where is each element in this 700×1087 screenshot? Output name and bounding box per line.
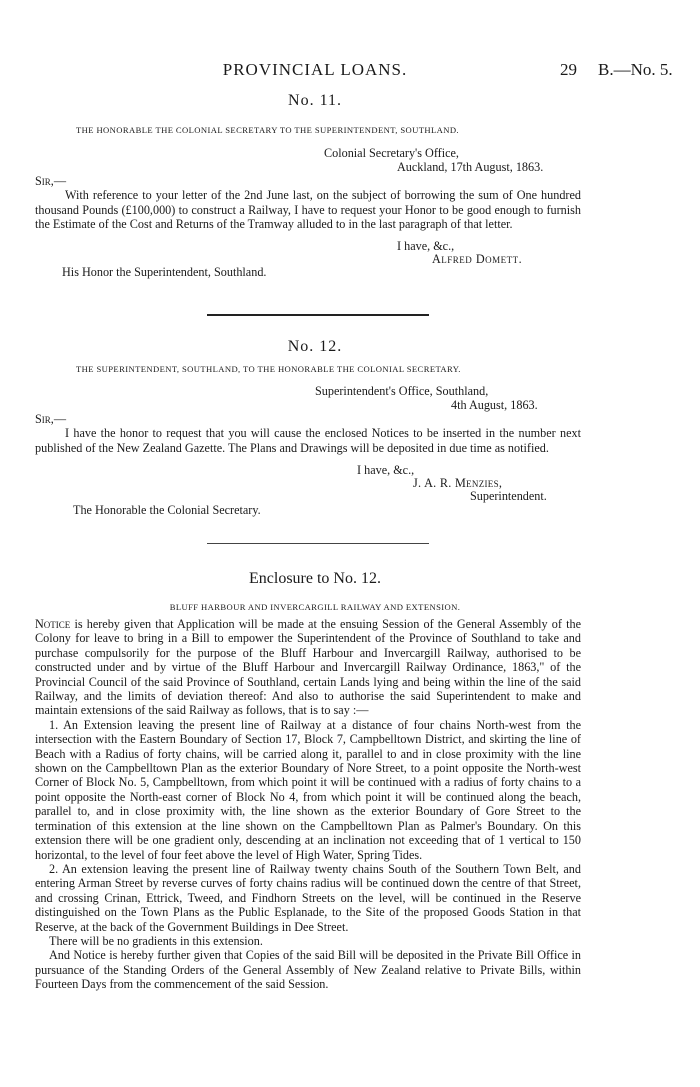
letter-11-place-date: Auckland, 17th August, 1863.	[397, 160, 544, 174]
letter-12-closing: I have, &c.,	[357, 463, 415, 477]
page-number: 29	[560, 60, 577, 79]
letter-11-salutation: Sir,—	[35, 174, 67, 188]
document-reference: B.—No. 5.	[598, 60, 673, 79]
section-divider-thin	[207, 543, 429, 544]
letter-11-route: THE HONORABLE THE COLONIAL SECRETARY TO THE SUPERINTENDENT, SOUTHLAND.	[76, 125, 459, 135]
letter-12-route: THE SUPERINTENDENT, SOUTHLAND, TO THE HONORABLE THE COLONIAL SECRETARY.	[76, 364, 461, 374]
letter-12-signature: J. A. R. Menzies,	[413, 476, 503, 490]
letter-12-salutation: Sir,—	[35, 412, 67, 426]
letter-12-addressee: The Honorable the Colonial Secretary.	[73, 503, 261, 517]
letter-12-body	[35, 426, 581, 455]
further-notice-paragraph: And Notice is hereby further given that Copies of the said Bill will be deposited in the Private Bill Office in pursuance of the Standing Orders of the General Assembly of New Zealand relative to Private Bills, within Fourteen Days from the commencement of the said Session.	[35, 948, 581, 992]
running-title: PROVINCIAL LOANS.	[222, 60, 408, 79]
section-divider	[207, 314, 429, 316]
letter-12-date: 4th August, 1863.	[451, 398, 538, 412]
letter-11-paragraph: With reference to your letter of the 2nd June last, on the subject of borrowing the sum of One hundred thousand Pounds (£100,000) to construct a Railway, I have to request your Honor to be good enough to furnish the Estimate of the Cost and Returns of the Tramway alluded to in the last paragraph of that letter.	[35, 188, 581, 232]
letter-11-closing: I have, &c.,	[397, 239, 455, 253]
enclosure-heading: Enclosure to No. 12.	[249, 570, 381, 587]
letter-12-signature-title: Superintendent.	[470, 489, 547, 503]
enclosure-body	[35, 617, 581, 992]
no-gradients-paragraph: There will be no gradients in this extension.	[49, 933, 263, 948]
letter-11-number: No. 11.	[288, 92, 342, 109]
notice-paragraph: Notice is hereby given that Application will be made at the ensuing Session of the General Assembly of the Colony for leave to bring in a Bill to empower the Superintendent of the Province of Southland to take and purchase compulsorily for the purpose of the Bluff Harbour and Invercargill Railway, authorised to be constructed under and by virtue of the Bluff Harbour and Invercargill Railway Ordinance, 1863," of the Provincial Council of the said Province of Southland, certain Lands lying and being within the line of the said Railway, and the limits of deviation thereof: And also to authorise the said Superintendent to make and maintain extensions of the said Railway as follows, that is to say :—	[35, 617, 581, 718]
letter-12-paragraph: I have the honor to request that you will cause the enclosed Notices to be inserted in the number next published of the New Zealand Gazette. The Plans and Drawings will be deposited in due time as notified.	[35, 426, 581, 455]
letter-11-body	[35, 188, 581, 232]
letter-11-addressee: His Honor the Superintendent, Southland.	[62, 265, 267, 279]
extension-2-paragraph: 2. An extension leaving the present line of Railway twenty chains South of the Southern Town Belt, and entering Arman Street by reverse curves of forty chains radius will be continued down the centre of that Street, and crossing Crinan, Ettrick, Tweed, and Findhorn Streets on the level, will be continued in the Reserve distinguished on the Town Plans as the Public Esplanade, to the Site of the proposed Goods Station in that Reserve, at the back of the Government Buildings in Dee Street.	[35, 861, 581, 934]
letter-11-office: Colonial Secretary's Office,	[324, 146, 459, 160]
letter-12-number: No. 12.	[287, 338, 343, 355]
enclosure-subheading: BLUFF HARBOUR AND INVERCARGILL RAILWAY AND EXTENSION.	[169, 602, 461, 612]
letter-11-signature: Alfred Domett.	[432, 252, 523, 266]
letter-12-office: Superintendent's Office, Southland,	[315, 384, 489, 398]
extension-1-paragraph: 1. An Extension leaving the present line of Railway at a distance of four chains North-west from the intersection with the Eastern Boundary of Section 17, Block 7, Campbelltown District, and skirting the line of Beach with a Radius of forty chains, will be carried along it, parallel to and in close proximity with the line shown on the Campbelltown Plan as the exterior Boundary of Nore Street, to a point opposite the North-west Corner of Block No. 5, Campbelltown, from which point it will be continued with a radius of forty chains to a point opposite the North-east corner of Block No 4, from which point it will be continued along the beach, parallel to, and in close proximity with, the line shown as the exterior Boundary of Gore Street to the termination of this extension at the line shown on the Campbelltown Plan as Palmer's Boundary. On this extension there will be one gradient only, descending at an inclination not exceeding that of 1 vertical to 150 horizontal, to the level of four feet above the level of High Water, Spring Tides.	[35, 717, 581, 862]
